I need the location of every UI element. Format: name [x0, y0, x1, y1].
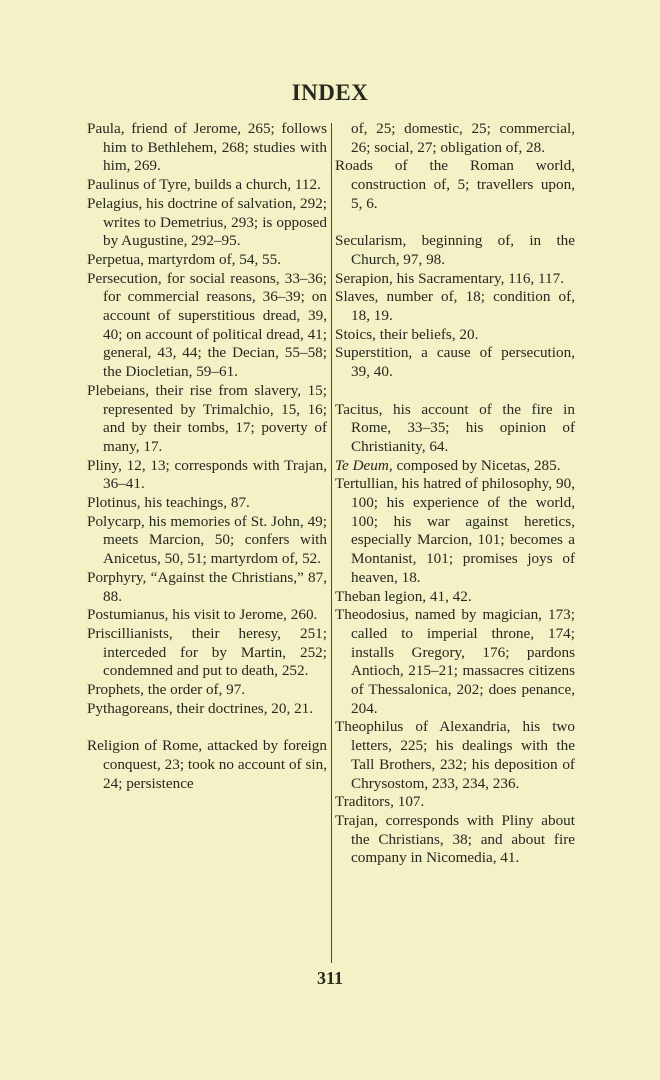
index-entry: Religion of Rome, attacked by foreign conquest, 23; took no account of sin, 24; persistence [87, 737, 327, 792]
index-entry: Tacitus, his account of the fire in Rome, 33–35; his opinion of Christianity, 64. [335, 400, 575, 455]
index-column-right [335, 120, 575, 868]
index-entry: Theban legion, 41, 42. [335, 587, 472, 605]
index-entry: Plotinus, his teachings, 87. [87, 494, 250, 512]
index-entry: Pythagoreans, their doctrines, 20, 21. [87, 699, 314, 717]
letter-gap [335, 382, 575, 401]
index-entry: Pliny, 12, 13; corresponds with Trajan, 36–41. [87, 456, 327, 493]
page-title: INDEX [291, 80, 369, 105]
index-entry: Tertullian, his hatred of philosophy, 90, 100; his experience of the world, 100; his war against heretics, especially Marcion, 101; becomes a Montanist, 101; promises joys of heaven, 18. [335, 475, 575, 586]
index-entry: Theodosius, named by magician, 173; called to imperial throne, 174; installs Gregory, 176; pardons Antioch, 215–21; massacres citizens of Thessalonica, 202; does penance, 204. [335, 606, 575, 717]
index-entry: Plebeians, their rise from slavery, 15; represented by Trimalchio, 15, 16; and by their tombs, 17; poverty of many, 17. [87, 381, 327, 455]
letter-gap [87, 719, 327, 738]
page-number: 311 [316, 968, 343, 988]
index-entry: Postumianus, his visit to Jerome, 260. [87, 606, 318, 624]
index-entry: Roads of the Roman world, construction of, 5; travellers upon, 5, 6. [335, 157, 575, 212]
te-deum-title: Te Deum, [335, 456, 393, 474]
index-entry: Persecution, for social reasons, 33–36; for commercial reasons, 36–39; on account of superstitious dread, 39, 40; on account of political dread, 41; general, 43, 44; the Decian, 55–58; the Diocletian, 59–61. [87, 269, 327, 381]
index-entry: Prophets, the order of, 97. [87, 681, 246, 699]
index-entry-te-deum [335, 457, 575, 476]
index-entry: Slaves, number of, 18; condition of, 18, 19. [335, 288, 575, 325]
column-rule [331, 123, 332, 963]
index-entry: Trajan, corresponds with Pliny about the Christians, 38; and about fire company in Nicomedia, 41. [335, 811, 575, 867]
letter-gap [335, 214, 575, 233]
index-entry-continuation: of, 25; domestic, 25; commercial, 26; social, 27; obligation of, 28. [351, 120, 575, 156]
index-entry: Secularism, beginning of, in the Church, 97, 98. [335, 232, 575, 268]
index-entry: Perpetua, martyrdom of, 54, 55. [87, 250, 282, 268]
index-entry: Traditors, 107. [335, 793, 425, 811]
index-column-left [87, 120, 327, 793]
te-deum-rest: composed by Nicetas, 285. [392, 456, 561, 474]
index-entry: Stoics, their beliefs, 20. [335, 325, 479, 343]
index-entry: Priscillianists, their heresy, 251; interceded for by Martin, 252; condemned and put to death, 252. [87, 624, 327, 680]
index-entry: Paula, friend of Jerome, 265; follows him to Bethlehem, 268; studies with him, 269. [87, 120, 327, 175]
index-entry: Paulinus of Tyre, builds a church, 112. [87, 176, 321, 194]
index-entry: Polycarp, his memories of St. John, 49; meets Marcion, 50; confers with Anicetus, 50, 51; martyrdom of, 52. [87, 512, 327, 568]
index-entry: Superstition, a cause of persecution, 39, 40. [335, 344, 575, 381]
index-entry: Theophilus of Alexandria, his two letters, 225; his dealings with the Tall Brothers, 232; his deposition of Chrysostom, 233, 234, 236. [335, 718, 575, 792]
index-entry: Serapion, his Sacramentary, 116, 117. [335, 269, 565, 287]
index-entry: Porphyry, “Against the Christians,” 87, 88. [87, 568, 327, 605]
index-entry: Pelagius, his doctrine of salvation, 292; writes to Demetrius, 293; is opposed by Augustine, 292–95. [87, 194, 328, 250]
